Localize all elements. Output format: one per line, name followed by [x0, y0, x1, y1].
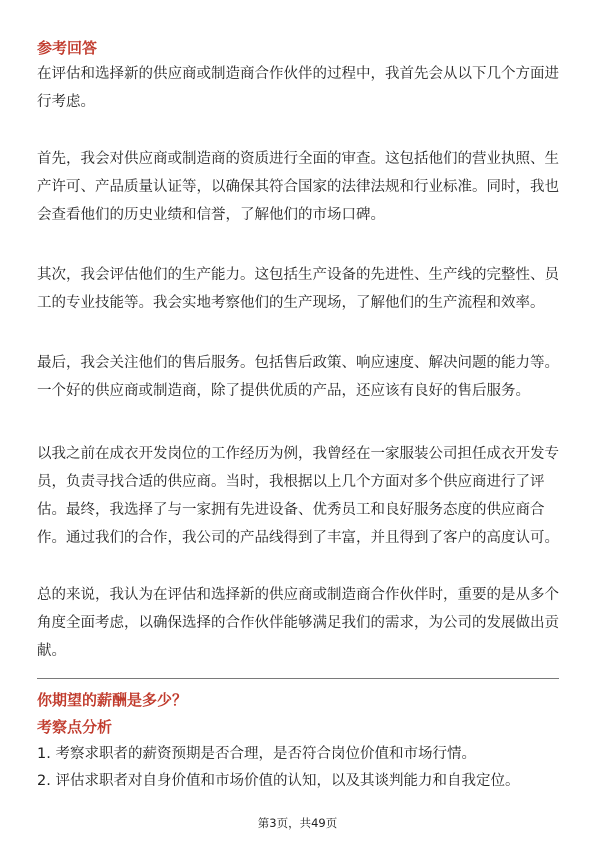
paragraph-line: 会查看他们的历史业绩和信誉，了解他们的市场口碑。: [37, 207, 385, 223]
analysis-heading: 考察点分析: [37, 718, 113, 736]
paragraph-line: 角度全面考虑，以确保选择的合作伙伴能够满足我们的需求，为公司的发展做出贡: [37, 615, 559, 631]
analysis-list-item: 1. 考察求职者的薪资预期是否合理，是否符合岗位价值和市场行情。: [37, 746, 476, 762]
paragraph-line: 行考虑。: [37, 94, 95, 110]
answer-paragraph: [37, 440, 565, 552]
answer-paragraph: [37, 60, 565, 116]
paragraph-line: 献。: [37, 643, 66, 659]
answer-paragraph: [37, 349, 565, 405]
paragraph-line: 其次，我会评估他们的生产能力。这包括生产设备的先进性、生产线的完整性、员: [37, 267, 559, 283]
paragraph-line: 估。最终，我选择了与一家拥有先进设备、优秀员工和良好服务态度的供应商合: [37, 502, 545, 518]
answer-paragraph: [37, 261, 565, 317]
section-divider: [37, 678, 559, 679]
reference-answer-heading: 参考回答: [37, 39, 98, 57]
paragraph-line: 工的专业技能等。我会实地考察他们的生产现场，了解他们的生产流程和效率。: [37, 295, 545, 311]
paragraph-line: 一个好的供应商或制造商，除了提供优质的产品，还应该有良好的售后服务。: [37, 383, 530, 399]
analysis-list-item: 2. 评估求职者对自身价值和市场价值的认知，以及其谈判能力和自我定位。: [37, 773, 520, 789]
paragraph-line: 首先，我会对供应商或制造商的资质进行全面的审查。这包括他们的营业执照、生: [37, 151, 559, 167]
paragraph-line: 总的来说，我认为在评估和选择新的供应商或制造商合作伙伴时，重要的是从多个: [37, 587, 559, 603]
paragraph-line: 产许可、产品质量认证等，以确保其符合国家的法律法规和行业标准。同时，我也: [37, 179, 559, 195]
answer-paragraph: [37, 581, 565, 665]
paragraph-line: 在评估和选择新的供应商或制造商合作伙伴的过程中，我首先会从以下几个方面进: [37, 66, 559, 82]
paragraph-line: 员，负责寻找合适的供应商。当时，我根据以上几个方面对多个供应商进行了评: [37, 474, 545, 490]
paragraph-line: 最后，我会关注他们的售后服务。包括售后政策、响应速度、解决问题的能力等。: [37, 355, 559, 371]
page-number-footer: 第3页，共49页: [257, 816, 338, 830]
answer-paragraph: [37, 145, 565, 229]
paragraph-line: 以我之前在成衣开发岗位的工作经历为例，我曾经在一家服装公司担任成衣开发专: [37, 446, 559, 462]
question-title: 你期望的薪酬是多少？: [37, 691, 188, 709]
paragraph-line: 作。通过我们的合作，我公司的产品线得到了丰富，并且得到了客户的高度认可。: [37, 530, 559, 546]
